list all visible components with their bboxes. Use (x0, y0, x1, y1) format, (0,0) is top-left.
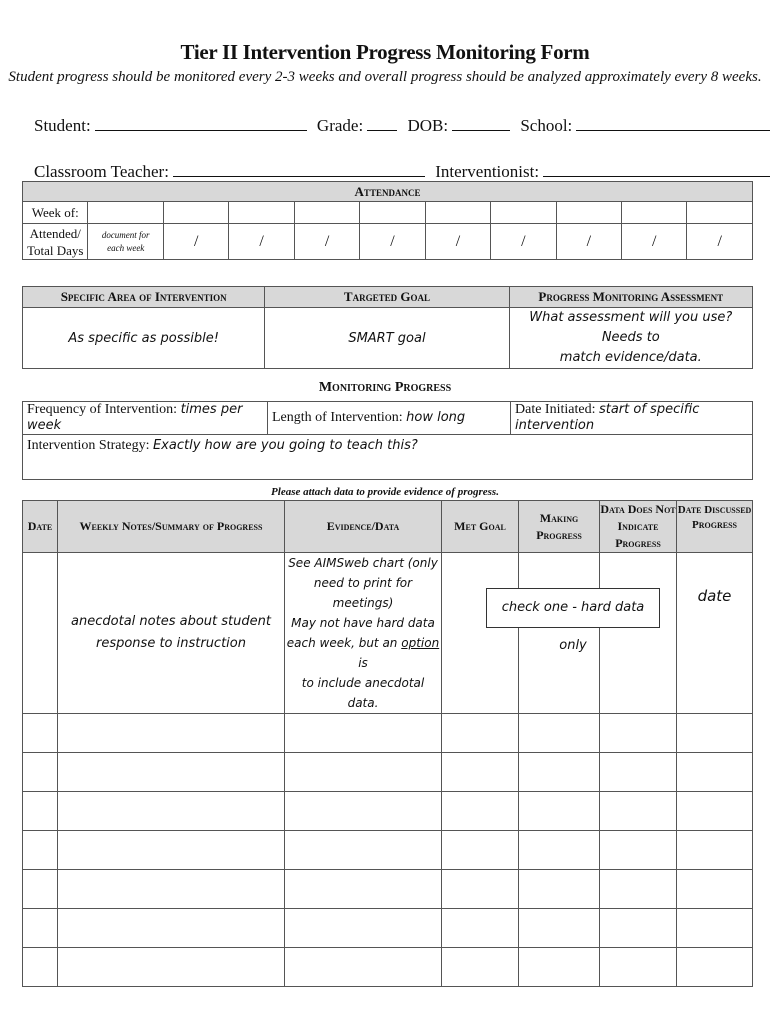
student-label: Student: (34, 116, 91, 135)
discussed-cell[interactable] (677, 870, 753, 909)
week-cell[interactable] (622, 202, 687, 224)
discussed-cell[interactable]: date (677, 553, 753, 714)
discussed-cell[interactable] (677, 909, 753, 948)
met-goal-cell[interactable] (442, 753, 519, 792)
evidence-cell[interactable] (285, 753, 442, 792)
monitoring-header: Monitoring Progress (318, 380, 452, 395)
form-title: Tier II Intervention Progress Monitoring Form (180, 40, 590, 64)
notes-cell[interactable] (58, 753, 285, 792)
attended-cell[interactable]: / (163, 224, 228, 260)
notes-cell[interactable] (58, 909, 285, 948)
not-indicate-cell[interactable] (600, 714, 677, 753)
grade-label: Grade: (316, 116, 364, 135)
discussed-cell[interactable] (677, 792, 753, 831)
date-cell[interactable] (23, 714, 58, 753)
evidence-cell[interactable] (285, 792, 442, 831)
attended-cell[interactable]: / (360, 224, 425, 260)
date-cell[interactable] (23, 948, 58, 987)
notes-cell[interactable] (58, 870, 285, 909)
discussed-cell[interactable] (677, 948, 753, 987)
week-cell[interactable] (556, 202, 621, 224)
attended-cell[interactable]: / (491, 224, 556, 260)
met-goal-cell[interactable] (442, 948, 519, 987)
discussed-cell[interactable] (677, 831, 753, 870)
met-goal-cell[interactable] (442, 870, 519, 909)
evidence-cell[interactable] (285, 831, 442, 870)
evidence-cell[interactable] (285, 948, 442, 987)
attended-cell[interactable]: / (425, 224, 490, 260)
date-initiated-value: start of specific intervention (515, 402, 700, 433)
attendance-header: Attendance (23, 182, 753, 202)
attended-cell[interactable]: / (687, 224, 753, 260)
week-cell[interactable] (491, 202, 556, 224)
date-cell[interactable] (23, 870, 58, 909)
table-row (23, 714, 753, 753)
met-goal-cell[interactable] (442, 714, 519, 753)
attended-cell[interactable]: / (294, 224, 359, 260)
week-cell[interactable] (294, 202, 359, 224)
frequency-label: Frequency of Intervention: (27, 402, 178, 417)
attach-note: Please attach data to provide evidence of progress. (271, 486, 499, 498)
monitoring-table (22, 401, 753, 480)
goal-header: Targeted Goal (265, 287, 509, 308)
notes-cell[interactable]: anecdotal notes about student response to instruction (58, 553, 285, 714)
evidence-cell[interactable] (285, 714, 442, 753)
strategy-value: Exactly how are you going to teach this? (152, 438, 418, 453)
date-initiated-cell[interactable] (511, 402, 753, 435)
table-row (23, 831, 753, 870)
check-one-note: check one - hard data only (486, 588, 660, 628)
attended-label: Attended/ Total Days (23, 224, 88, 260)
evidence-cell[interactable] (285, 909, 442, 948)
met-goal-cell[interactable] (442, 553, 519, 714)
teacher-label: Classroom Teacher: (34, 162, 169, 181)
making-progress-header: Making Progress (519, 501, 600, 553)
length-value: how long (406, 410, 466, 425)
evidence-cell[interactable] (285, 870, 442, 909)
table-row (23, 553, 753, 714)
evidence-cell[interactable]: See AIMSweb chart (only need to print for meetings) May not have hard data each week, but an option is to include anecdotal data. (285, 553, 442, 714)
table-row (23, 753, 753, 792)
school-field[interactable] (576, 114, 770, 131)
student-field[interactable] (95, 114, 307, 131)
assessment-value[interactable]: What assessment will you use? Needs to match evidence/data. (509, 308, 752, 369)
not-indicate-header: Data Does Not Indicate Progress (600, 501, 677, 553)
attended-cell[interactable]: / (556, 224, 621, 260)
strategy-cell[interactable] (23, 435, 753, 480)
frequency-value: times per week (27, 402, 243, 433)
goal-value[interactable]: SMART goal (265, 308, 509, 369)
table-row (23, 909, 753, 948)
making-progress-cell[interactable] (519, 948, 600, 987)
area-value[interactable]: As specific as possible! (23, 308, 265, 369)
length-cell[interactable] (268, 402, 511, 435)
date-header: Date (23, 501, 58, 553)
week-cell[interactable] (687, 202, 753, 224)
date-cell[interactable] (23, 831, 58, 870)
attended-cell[interactable]: / (622, 224, 687, 260)
notes-header: Weekly Notes/Summary of Progress (58, 501, 285, 553)
dob-label: DOB: (407, 116, 449, 135)
discussed-header: Date Discussed Progress (677, 501, 753, 553)
met-goal-cell[interactable] (442, 792, 519, 831)
week-cell[interactable] (163, 202, 228, 224)
met-goal-header: Met Goal (442, 501, 519, 553)
frequency-cell[interactable] (23, 402, 268, 435)
length-label: Length of Intervention: (272, 410, 403, 425)
intervention-table (22, 286, 753, 369)
making-progress-cell[interactable] (519, 870, 600, 909)
table-row (23, 870, 753, 909)
interventionist-field[interactable] (543, 160, 770, 177)
met-goal-cell[interactable] (442, 831, 519, 870)
not-indicate-cell[interactable] (600, 870, 677, 909)
attended-cell[interactable]: / (229, 224, 294, 260)
progress-table (22, 500, 753, 987)
week-of-label: Week of: (23, 202, 88, 224)
week-cell[interactable] (88, 202, 164, 224)
dob-field[interactable] (452, 114, 510, 131)
assessment-header: Progress Monitoring Assessment (509, 287, 752, 308)
student-info-line (34, 114, 770, 136)
notes-cell[interactable] (58, 948, 285, 987)
attendance-table (22, 181, 753, 260)
teacher-info-line (34, 160, 770, 182)
making-progress-cell[interactable] (519, 909, 600, 948)
not-indicate-cell[interactable] (600, 553, 677, 714)
notes-cell[interactable] (58, 792, 285, 831)
discussed-cell[interactable] (677, 714, 753, 753)
school-label: School: (520, 116, 573, 135)
not-indicate-cell[interactable] (600, 753, 677, 792)
not-indicate-cell[interactable] (600, 792, 677, 831)
met-goal-cell[interactable] (442, 909, 519, 948)
date-cell[interactable] (23, 792, 58, 831)
notes-cell[interactable] (58, 714, 285, 753)
table-row (23, 948, 753, 987)
teacher-field[interactable] (173, 160, 425, 177)
not-indicate-cell[interactable] (600, 909, 677, 948)
making-progress-cell[interactable] (519, 831, 600, 870)
table-row (23, 792, 753, 831)
interventionist-label: Interventionist: (435, 162, 540, 181)
making-progress-cell[interactable] (519, 753, 600, 792)
document-note: document for each week (88, 224, 164, 260)
making-progress-cell[interactable] (519, 792, 600, 831)
week-cell[interactable] (360, 202, 425, 224)
area-header: Specific Area of Intervention (23, 287, 265, 308)
form-subtitle: Student progress should be monitored every 2-3 weeks and overall progress should be analyzed approximately every 8 weeks. (8, 69, 762, 85)
week-cell[interactable] (425, 202, 490, 224)
date-initiated-label: Date Initiated: (515, 402, 596, 417)
not-indicate-cell[interactable] (600, 948, 677, 987)
discussed-cell[interactable] (677, 753, 753, 792)
date-cell[interactable] (23, 909, 58, 948)
evidence-header: Evidence/Data (285, 501, 442, 553)
making-progress-cell[interactable] (519, 714, 600, 753)
date-cell[interactable] (23, 553, 58, 714)
grade-field[interactable] (367, 114, 397, 131)
not-indicate-cell[interactable] (600, 831, 677, 870)
strategy-label: Intervention Strategy: (27, 438, 150, 453)
date-cell[interactable] (23, 753, 58, 792)
week-cell[interactable] (229, 202, 294, 224)
notes-cell[interactable] (58, 831, 285, 870)
